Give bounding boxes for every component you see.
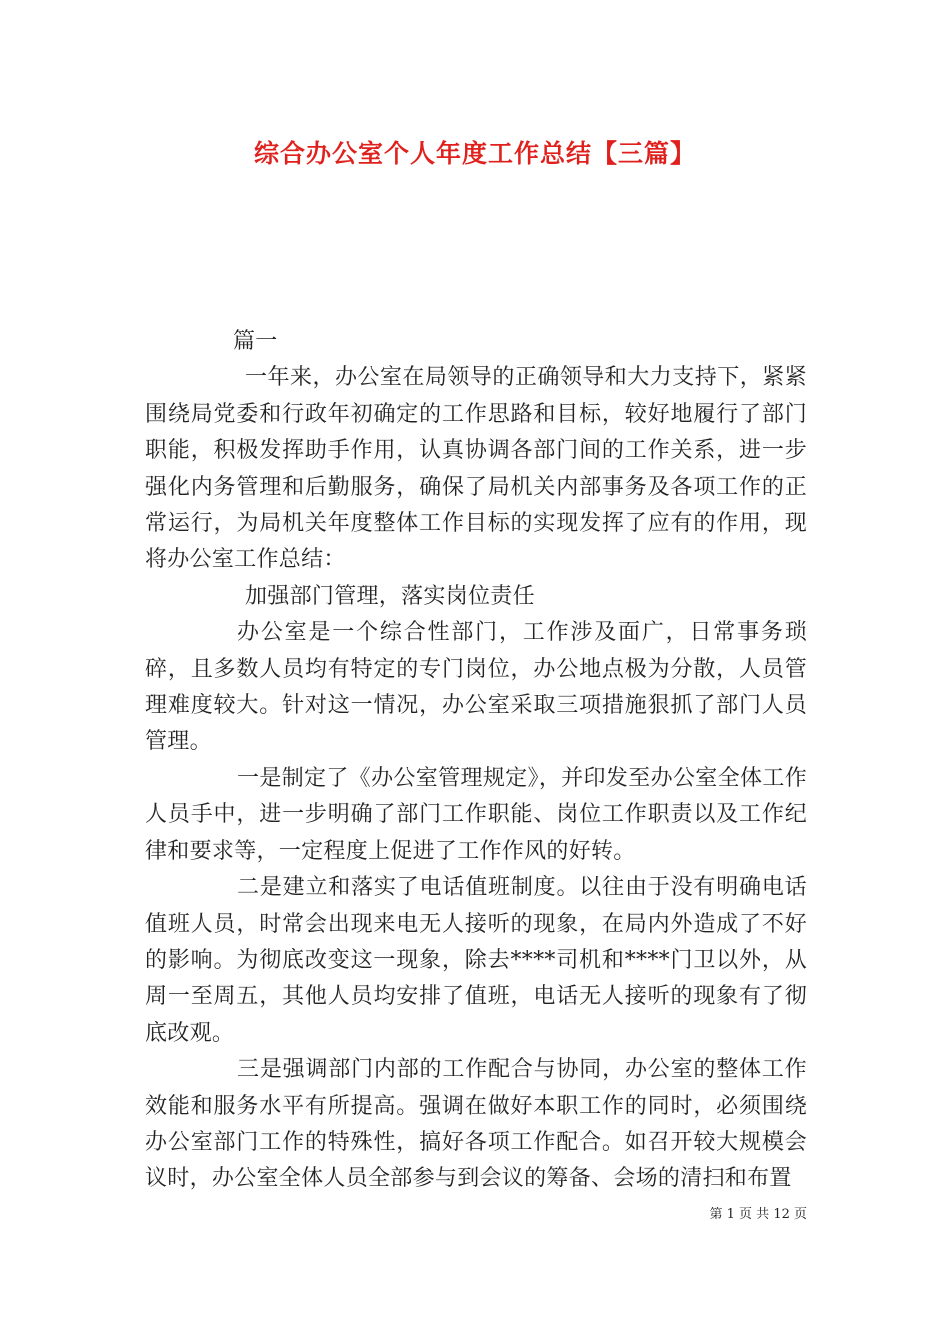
document-title: 综合办公室个人年度工作总结【三篇】 — [253, 139, 696, 168]
section-label: 篇一 — [233, 329, 278, 354]
page-number-footer: 第 1 页 共 12 页 — [709, 1207, 807, 1222]
paragraph-2: 一是制定了《办公室管理规定》，并印发至办公室全体工作人员手中，进一步明确了部门工作职能、岗位工作职责以及工作纪律和要求等，一定程度上促进了工作作风的好转。 — [145, 765, 807, 864]
intro-paragraph: 一年来，办公室在局领导的正确领导和大力支持下，紧紧围绕局党委和行政年初确定的工作思路和目标，较好地履行了部门职能，积极发挥助手作用，认真协调各部门间的工作关系，进一步强化内务管理和后勤服务，确保了局机关内部事务及各项工作的正常运行，为局机关年度整体工作目标的实现发挥了应有的作用，现将办公室工作总结： — [145, 365, 807, 573]
document-body — [145, 324, 807, 1198]
paragraph-1: 办公室是一个综合性部门，工作涉及面广，日常事务琐碎，且多数人员均有特定的专门岗位，办公地点极为分散，人员管理难度较大。针对这一情况，办公室采取三项措施狠抓了部门人员管理。 — [145, 620, 807, 755]
paragraph-3: 二是建立和落实了电话值班制度。以往由于没有明确电话值班人员，时常会出现来电无人接听的现象，在局内外造成了不好的影响。为彻底改变这一现象，除去****司机和****门卫以外，从周一至周五，其他人员均安排了值班，电话无人接听的现象有了彻底改观。 — [145, 875, 807, 1046]
section-heading: 加强部门管理，落实岗位责任 — [245, 583, 535, 609]
paragraph-4: 三是强调部门内部的工作配合与协同，办公室的整体工作效能和服务水平有所提高。强调在做好本职工作的同时，必须围绕办公室部门工作的特殊性，搞好各项工作配合。如召开较大规模会议时，办公室全体人员全部参与到会议的筹备、会场的清扫和布置 — [145, 1057, 807, 1192]
